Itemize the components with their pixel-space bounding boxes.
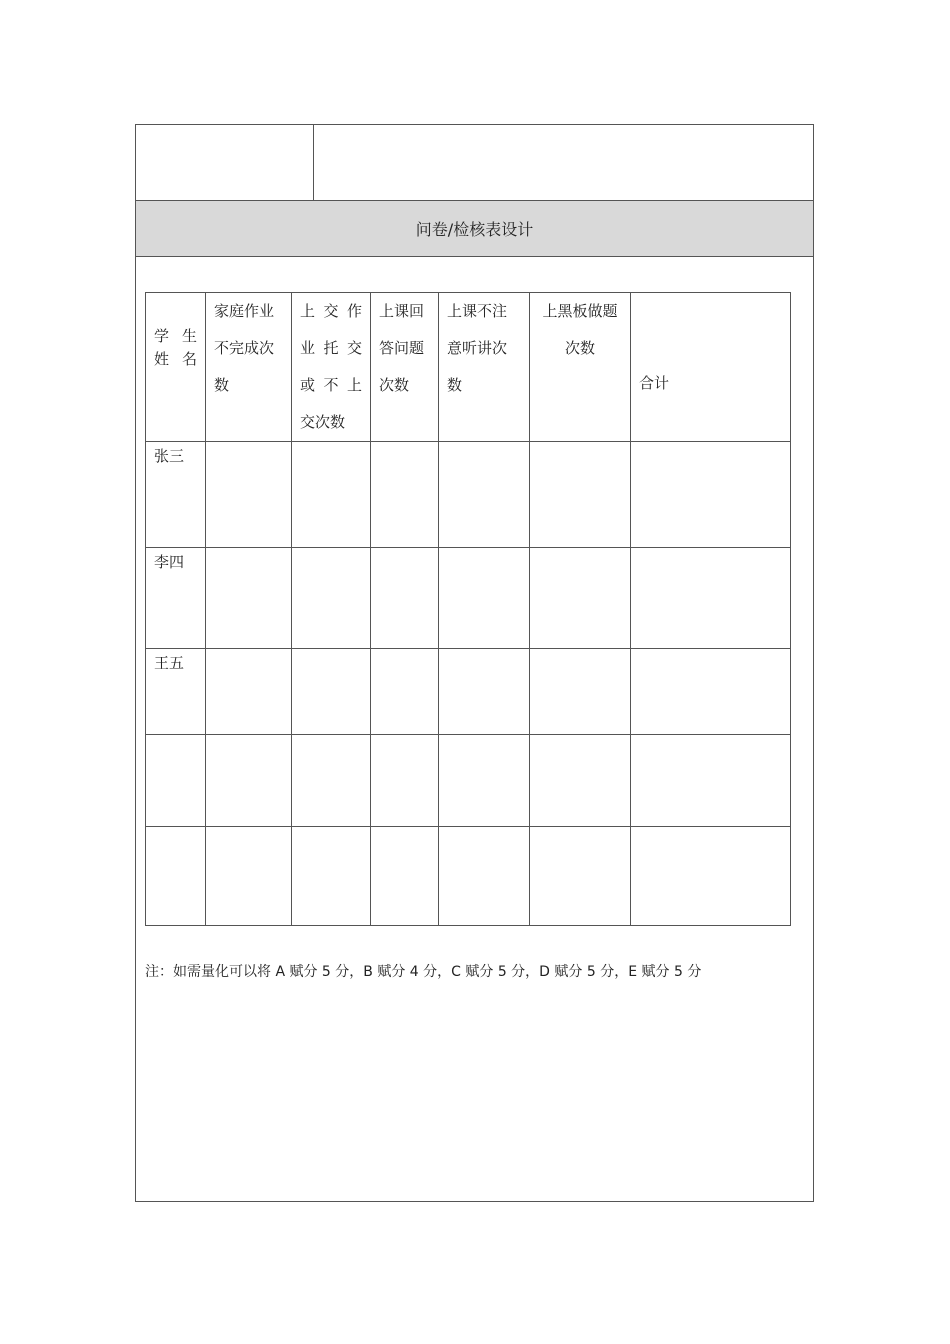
table-row xyxy=(146,548,791,649)
header-label: 合计 xyxy=(639,374,670,392)
table-cell[interactable] xyxy=(439,548,530,649)
table-cell[interactable] xyxy=(371,442,439,548)
table-cell[interactable] xyxy=(631,649,791,735)
header-label: 上黑板做题次数 xyxy=(542,302,618,357)
header-cell-total xyxy=(631,293,791,442)
table-cell[interactable] xyxy=(439,735,530,827)
table-cell[interactable] xyxy=(206,442,292,548)
student-name-cell xyxy=(146,442,206,548)
header-label: 家庭作业不完成次数 xyxy=(214,302,275,394)
table-header-row xyxy=(146,293,791,442)
header-label: 学 生 姓名 xyxy=(154,327,197,368)
table-cell[interactable] xyxy=(371,735,439,827)
header-label: 上 交 作 业 托 交 或 不 上 交次数 xyxy=(300,302,362,431)
table-cell[interactable] xyxy=(439,442,530,548)
student-name-cell xyxy=(146,735,206,827)
table-cell[interactable] xyxy=(530,735,631,827)
table-cell[interactable] xyxy=(371,548,439,649)
table-cell[interactable] xyxy=(371,827,439,926)
table-row xyxy=(146,649,791,735)
table-row xyxy=(146,442,791,548)
table-cell[interactable] xyxy=(631,735,791,827)
table-cell[interactable] xyxy=(631,442,791,548)
table-cell[interactable] xyxy=(206,548,292,649)
section-title: 问卷/检核表设计 xyxy=(136,201,813,257)
header-cell-student-name xyxy=(146,293,206,442)
checklist-table xyxy=(145,292,791,926)
table-cell[interactable] xyxy=(530,442,631,548)
header-cell-not-listening xyxy=(439,293,530,442)
header-label: 上课回答问题次数 xyxy=(379,302,425,394)
table-cell[interactable] xyxy=(631,827,791,926)
scoring-note: 注：如需量化可以将 A 赋分 5 分，B 赋分 4 分，C 赋分 5 分，D 赋分 5 分，E 赋分 5 分 xyxy=(145,964,702,980)
student-name: 王五 xyxy=(154,654,185,672)
top-right-cell xyxy=(314,125,813,200)
top-left-cell xyxy=(136,125,314,200)
table-cell[interactable] xyxy=(439,649,530,735)
table-cell[interactable] xyxy=(292,442,371,548)
top-row xyxy=(136,125,813,201)
header-label: 上课不注意听讲次数 xyxy=(447,302,508,394)
student-name-cell xyxy=(146,827,206,926)
header-cell-blackboard xyxy=(530,293,631,442)
table-cell[interactable] xyxy=(292,649,371,735)
table-row xyxy=(146,735,791,827)
table-cell[interactable] xyxy=(530,649,631,735)
table-row xyxy=(146,827,791,926)
table-cell[interactable] xyxy=(206,735,292,827)
table-cell[interactable] xyxy=(439,827,530,926)
header-cell-homework-late xyxy=(292,293,371,442)
form-frame xyxy=(135,124,814,1202)
table-cell[interactable] xyxy=(631,548,791,649)
table-cell[interactable] xyxy=(292,827,371,926)
header-cell-homework-incomplete xyxy=(206,293,292,442)
table-cell[interactable] xyxy=(292,735,371,827)
header-cell-answer-questions xyxy=(371,293,439,442)
student-name-cell xyxy=(146,649,206,735)
table-cell[interactable] xyxy=(292,548,371,649)
table-cell[interactable] xyxy=(371,649,439,735)
table-cell[interactable] xyxy=(206,827,292,926)
table-cell[interactable] xyxy=(530,548,631,649)
student-name: 张三 xyxy=(154,447,185,465)
table-cell[interactable] xyxy=(530,827,631,926)
student-name-cell xyxy=(146,548,206,649)
student-name: 李四 xyxy=(154,553,185,571)
table-cell[interactable] xyxy=(206,649,292,735)
